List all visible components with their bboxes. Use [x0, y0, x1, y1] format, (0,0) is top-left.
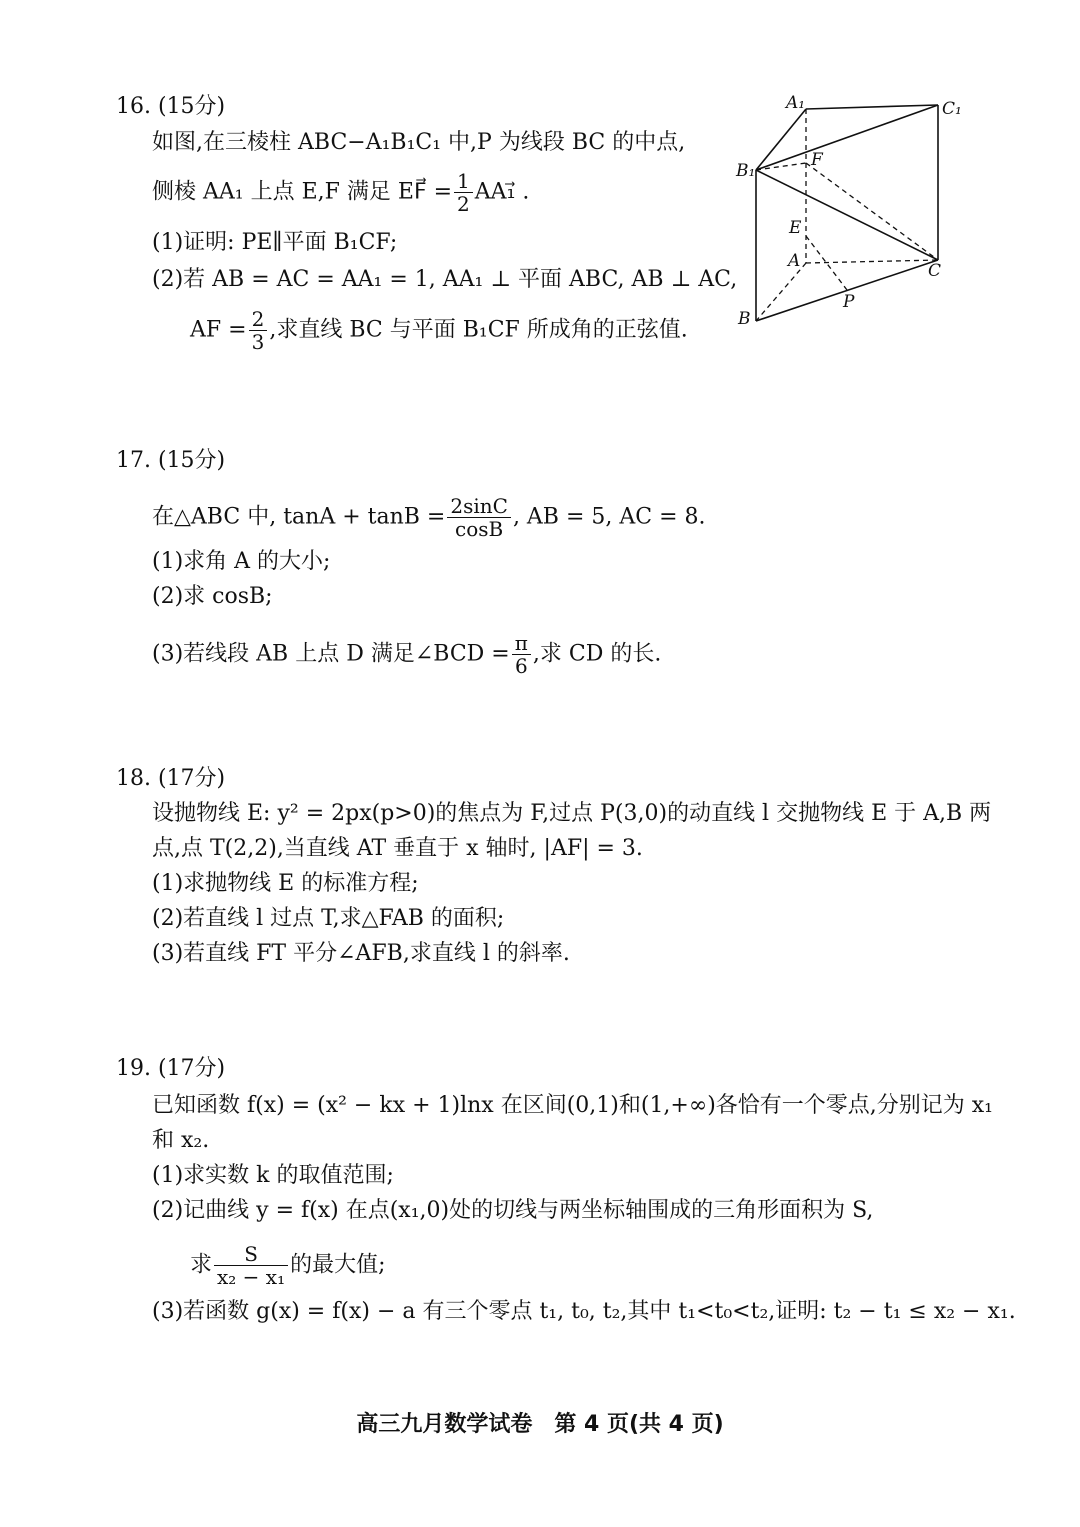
q16-line2: [152, 170, 529, 215]
q18-number: 18. (17分): [116, 766, 226, 791]
label-b1: B₁: [736, 161, 756, 181]
q16-p2b-a: AF =: [190, 317, 247, 343]
q16-fraction-half: [454, 170, 473, 215]
q19-frac-num: S: [214, 1243, 288, 1266]
q17-part1: (1)求角 A 的大小;: [152, 549, 331, 574]
q18-part3: (3)若直线 FT 平分∠AFB,求直线 l 的斜率.: [152, 941, 570, 966]
edge-b1-c: [756, 170, 938, 260]
q19-p2b-b: 的最大值;: [290, 1252, 386, 1278]
q17-frac-num: 2sinC: [447, 495, 511, 518]
q16-number: 16. (15分): [116, 94, 226, 119]
q19-line1: 已知函数 f(x) = (x² − kx + 1)lnx 在区间(0,1)和(1,+∞)各恰有一个零点,分别记为 x₁: [152, 1093, 993, 1118]
q19-part2: (2)记曲线 y = f(x) 在点(x₁,0)处的切线与两坐标轴围成的三角形面积为 S,: [152, 1198, 874, 1223]
q17-frac3-den: 6: [514, 654, 528, 678]
q19-fraction: [214, 1243, 288, 1288]
q16-fraction-two-thirds: [249, 308, 268, 353]
q17-part3: [152, 632, 661, 677]
label-a: A: [788, 251, 801, 271]
q16-part1: (1)证明: PE∥平面 B₁CF;: [152, 230, 398, 255]
q16-frac1-num: 1: [454, 170, 473, 193]
q17-p3-a: (3)若线段 AB 上点 D 满足∠BCD =: [152, 641, 510, 667]
label-p: P: [843, 292, 855, 312]
q17-part2: (2)求 cosB;: [152, 584, 273, 609]
segment-f-c-hidden: [806, 163, 938, 260]
q17-cond-a: 在△ABC 中, tanA + tanB =: [152, 504, 446, 530]
q17-fraction: [447, 495, 511, 540]
q16-line2-b: AA₁⃗ .: [474, 179, 530, 205]
q17-number: 17. (15分): [116, 448, 226, 473]
q17-cond-b: , AB = 5, AC = 8.: [512, 504, 706, 530]
q19-frac-den: x₂ − x₁: [217, 1265, 286, 1289]
q18-line1: 设抛物线 E: y² = 2px(p>0)的焦点为 F,过点 P(3,0)的动直线 l 交抛物线 E 于 A,B 两: [152, 801, 992, 826]
label-a1: A₁: [786, 93, 806, 113]
q18-line2: 点,点 T(2,2),当直线 AT 垂直于 x 轴时, |AF| = 3.: [152, 836, 643, 861]
q16-frac2-den: 3: [251, 330, 265, 354]
label-e: E: [789, 218, 802, 238]
edge-a1-c1: [806, 105, 938, 109]
q17-p3-b: ,求 CD 的长.: [532, 641, 662, 667]
q17-frac3-num: π: [512, 632, 531, 655]
q16-part2: (2)若 AB = AC = AA₁ = 1, AA₁ ⊥ 平面 ABC, AB ⊥ AC,: [152, 267, 738, 292]
q17-fraction-pi: [512, 632, 531, 677]
q18-part1: (1)求抛物线 E 的标准方程;: [152, 871, 419, 896]
q19-part2-cont: [190, 1243, 386, 1288]
prism-figure: [730, 88, 970, 338]
q19-part3: (3)若函数 g(x) = f(x) − a 有三个零点 t₁, t₀, t₂,其中 t₁<t₀<t₂,证明: t₂ − t₁ ≤ x₂ − x₁.: [152, 1299, 1016, 1324]
q17-condition: [152, 495, 706, 540]
q17-frac-den: cosB: [455, 517, 504, 541]
q19-p2b-a: 求: [190, 1252, 213, 1278]
edge-a-c-hidden: [806, 260, 938, 263]
q16-frac1-den: 2: [457, 192, 470, 216]
q19-line2: 和 x₂.: [152, 1128, 210, 1153]
label-c: C: [928, 261, 942, 281]
q18-part2: (2)若直线 l 过点 T,求△FAB 的面积;: [152, 906, 505, 931]
q19-part1: (1)求实数 k 的取值范围;: [152, 1163, 394, 1188]
q16-line2-a: 侧棱 AA₁ 上点 E,F 满足 EF⃗ =: [152, 179, 453, 205]
label-c1: C₁: [942, 99, 962, 119]
q19-number: 19. (17分): [116, 1056, 226, 1081]
q16-frac2-num: 2: [249, 308, 268, 331]
label-f: F: [811, 150, 823, 170]
q16-part2-cont: [190, 308, 688, 353]
q16-intro: 如图,在三棱柱 ABC−A₁B₁C₁ 中,P 为线段 BC 的中点,: [152, 130, 686, 155]
page-footer: 高三九月数学试卷 第 4 页(共 4 页): [356, 1412, 724, 1437]
label-b: B: [738, 309, 751, 329]
q16-p2b-b: ,求直线 BC 与平面 B₁CF 所成角的正弦值.: [269, 317, 688, 343]
